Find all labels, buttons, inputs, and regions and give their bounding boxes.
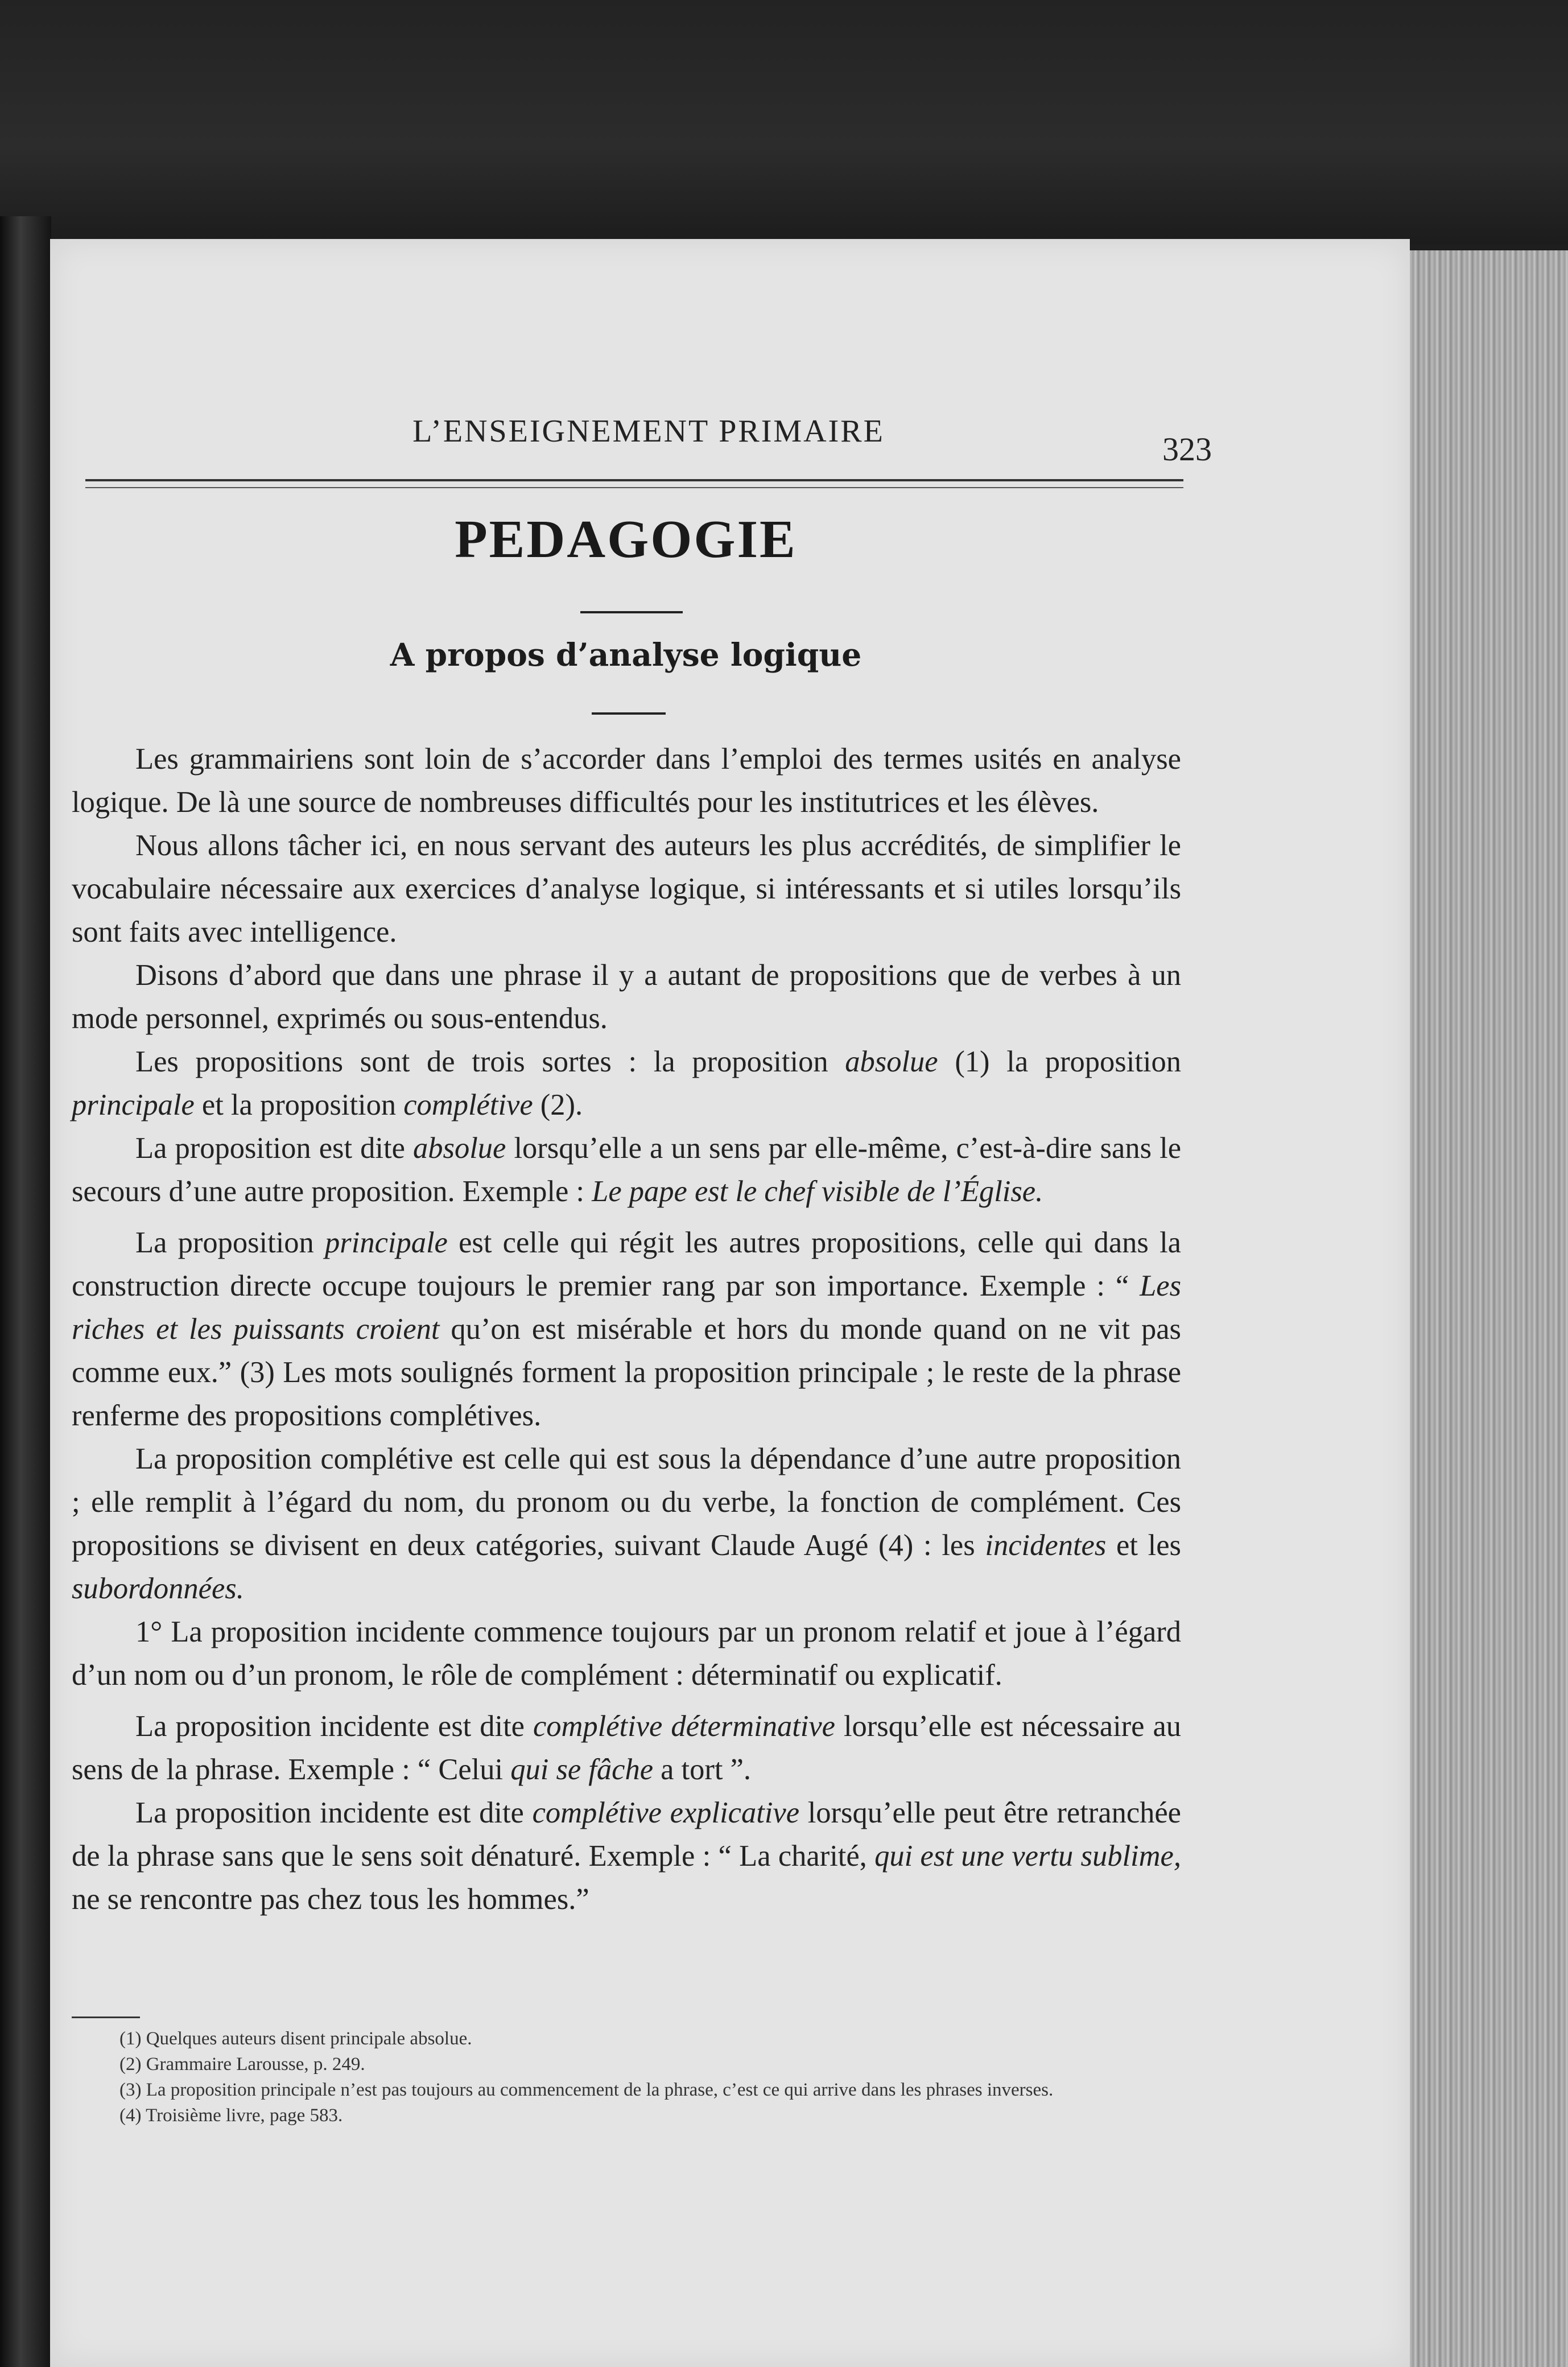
- emphasized-term: absolue: [845, 1045, 938, 1078]
- footnote: (2) Grammaire Larousse, p. 249.: [119, 2054, 365, 2075]
- emphasized-term: principale: [325, 1226, 448, 1259]
- text-run: est celle qui régit les autres propositions, celle qui dans la construction directe occupe toujours le premier rang par son importance. Exemple : “: [72, 1226, 1181, 1302]
- emphasized-term: absolue: [413, 1132, 506, 1165]
- running-title: L’ENSEIGNEMENT PRIMAIRE: [412, 414, 885, 449]
- page-number: 323: [1162, 431, 1212, 468]
- text-run: (2).: [533, 1088, 583, 1121]
- text-run: La proposition incidente est dite: [135, 1710, 533, 1743]
- text-run: La proposition est dite: [135, 1132, 414, 1165]
- emphasized-term: qui se fâche: [510, 1753, 653, 1786]
- text-run: qu’on est misérable et hors du monde quand on ne vit pas comme eux.” (3) Les mots soulignés forment la proposition principale ; le reste de la phrase renferme des propositions complétives.: [72, 1313, 1181, 1432]
- text-run: Nous allons tâcher ici, en nous servant des auteurs les plus accrédités, de simplifier le vocabulaire nécessaire aux exercices d’analyse logique, si intéressants et si utiles lorsqu’ils sont faits avec intelligence.: [72, 829, 1181, 949]
- footnote: (1) Quelques auteurs disent principale absolue.: [119, 2028, 472, 2049]
- emphasized-term: Le pape est le chef visible de l’Église.: [592, 1175, 1043, 1208]
- emphasized-term: complétive: [403, 1088, 533, 1121]
- emphasized-term: principale: [72, 1088, 195, 1121]
- section-title: PEDAGOGIE: [455, 510, 797, 569]
- text-run: lorsqu’elle est nécessaire au sens de la phrase. Exemple : “ Celui: [72, 1710, 1181, 1786]
- text-run: 1° La proposition incidente commence toujours par un pronom relatif et joue à l’égard d’un nom ou d’un pronom, le rôle de complément : déterminatif ou explicatif.: [72, 1615, 1181, 1692]
- emphasized-term: qui est une vertu sublime,: [874, 1840, 1181, 1873]
- title-divider: [580, 611, 683, 613]
- text-run: lorsqu’elle peut être retranchée de la phrase sans que le sens soit dénaturé. Exemple : “ La charité,: [72, 1796, 1181, 1873]
- paragraph: [72, 1437, 1181, 1610]
- paragraph: [72, 1127, 1181, 1213]
- paragraph: [72, 1221, 1181, 1437]
- paragraph: [72, 1705, 1181, 1791]
- emphasized-term: Les riches et les puissants croient: [72, 1269, 1181, 1346]
- emphasized-term: complétive explicative: [532, 1796, 800, 1829]
- text-run: a tort ”.: [653, 1753, 752, 1786]
- text-run: La proposition: [135, 1226, 325, 1259]
- paragraph: [72, 1040, 1181, 1127]
- paragraph: [72, 1610, 1181, 1697]
- text-run: Disons d’abord que dans une phrase il y a autant de propositions que de verbes à un mode personnel, exprimés ou sous-entendus.: [72, 959, 1181, 1035]
- emphasized-term: complétive déterminative: [533, 1710, 835, 1743]
- subtitle-divider: [592, 712, 666, 715]
- header-rule-thin: [85, 487, 1183, 488]
- paragraph: [72, 737, 1181, 824]
- article-subtitle: A propos d’analyse logique: [390, 636, 862, 673]
- header-rule: [85, 479, 1183, 481]
- text-run: ne se rencontre pas chez tous les hommes.”: [72, 1883, 589, 1916]
- text-run: La proposition complétive est celle qui est sous la dépendance d’une autre proposition ; elle remplit à l’égard du nom, du pronom ou du verbe, la fonction de complément. Ces propositions se divisent en deux catégories, suivant Claude Augé (4) : les: [72, 1442, 1181, 1562]
- footnote: (3) La proposition principale n’est pas toujours au commencement de la phrase, c’est ce qui arrive dans les phrases inverses.: [119, 2080, 1054, 2100]
- text-run: Les propositions sont de trois sortes : la proposition: [135, 1045, 845, 1078]
- text-run: (1) la proposition: [938, 1045, 1181, 1078]
- footnotes: [72, 2017, 1181, 2129]
- paragraph: [72, 824, 1181, 954]
- footnote-rule: [72, 2017, 140, 2018]
- paragraph: [72, 954, 1181, 1040]
- text-run: Les grammairiens sont loin de s’accorder dans l’emploi des termes usités en analyse logique. De là une source de nombreuses difficultés pour les institutrices et les élèves.: [72, 743, 1181, 819]
- footnote: (4) Troisième livre, page 583.: [119, 2105, 343, 2126]
- text-run: La proposition incidente est dite: [135, 1796, 533, 1829]
- paragraph: [72, 1791, 1181, 1921]
- text-run: et les: [1106, 1529, 1181, 1562]
- facing-page-edge: [0, 216, 51, 2367]
- emphasized-term: incidentes: [985, 1529, 1107, 1562]
- emphasized-term: subordonnées.: [72, 1572, 244, 1605]
- dark-backdrop: [0, 0, 1568, 245]
- text-run: et la proposition: [194, 1088, 404, 1121]
- article-body: [72, 737, 1181, 1921]
- page-stack-edge: [1400, 250, 1568, 2367]
- text-run: lorsqu’elle a un sens par elle-même, c’est-à-dire sans le secours d’une autre proposition. Exemple :: [72, 1132, 1182, 1208]
